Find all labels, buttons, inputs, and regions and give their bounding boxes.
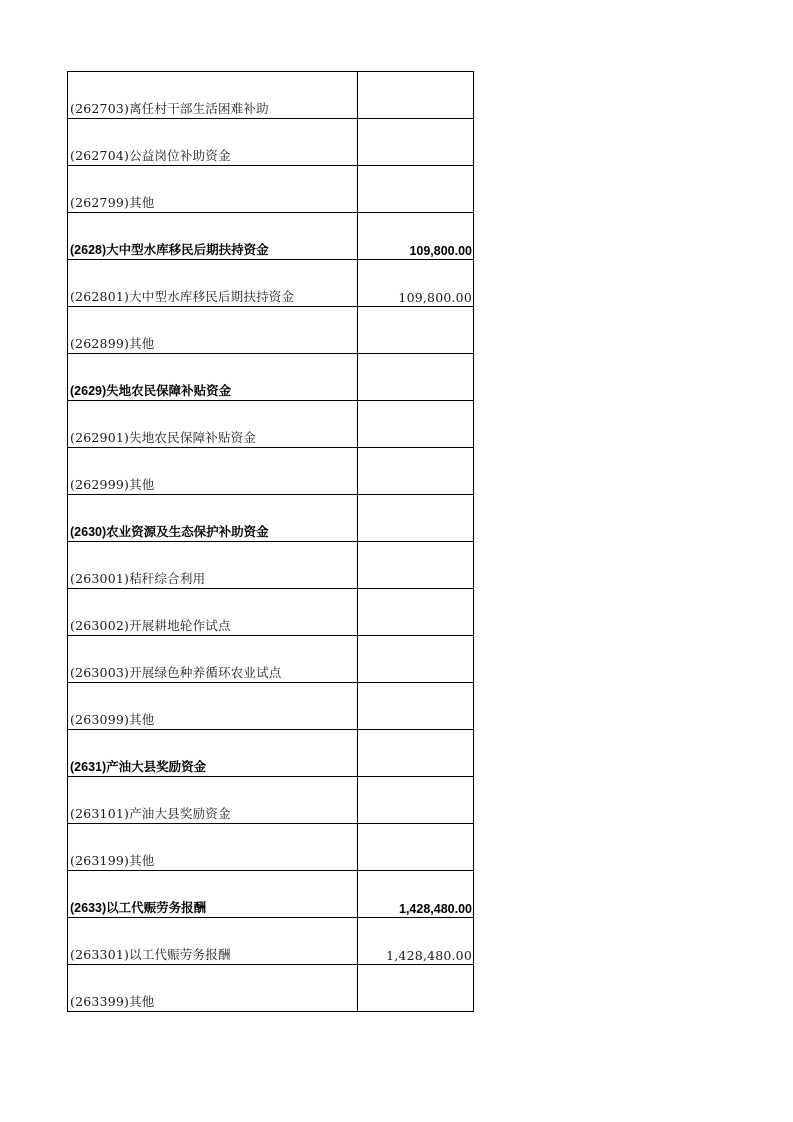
item-label-cell: (2630)农业资源及生态保护补助资金 <box>68 495 358 542</box>
item-amount-cell <box>358 354 474 401</box>
item-amount-cell: 109,800.00 <box>358 213 474 260</box>
item-amount-cell <box>358 824 474 871</box>
detail-row <box>68 166 474 213</box>
item-label-cell: (2629)失地农民保障补贴资金 <box>68 354 358 401</box>
category-row <box>68 730 474 777</box>
item-amount-cell <box>358 589 474 636</box>
item-label-cell: (262901)失地农民保障补贴资金 <box>68 401 358 448</box>
category-row <box>68 354 474 401</box>
detail-row <box>68 119 474 166</box>
item-amount-cell <box>358 683 474 730</box>
budget-table <box>67 71 474 1012</box>
item-label-cell: (263199)其他 <box>68 824 358 871</box>
item-amount-cell <box>358 730 474 777</box>
item-amount-cell <box>358 119 474 166</box>
detail-row <box>68 307 474 354</box>
item-amount-cell: 1,428,480.00 <box>358 871 474 918</box>
detail-row <box>68 777 474 824</box>
item-amount-cell <box>358 166 474 213</box>
detail-row <box>68 542 474 589</box>
category-row <box>68 213 474 260</box>
detail-row <box>68 636 474 683</box>
item-label-cell: (2628)大中型水库移民后期扶持资金 <box>68 213 358 260</box>
item-label-cell: (262999)其他 <box>68 448 358 495</box>
detail-row <box>68 824 474 871</box>
item-amount-cell <box>358 495 474 542</box>
detail-row <box>68 401 474 448</box>
category-row <box>68 495 474 542</box>
item-label-cell: (263001)秸秆综合利用 <box>68 542 358 589</box>
item-label-cell: (2631)产油大县奖励资金 <box>68 730 358 777</box>
detail-row <box>68 683 474 730</box>
item-amount-cell <box>358 401 474 448</box>
item-amount-cell: 1,428,480.00 <box>358 918 474 965</box>
item-label-cell: (263099)其他 <box>68 683 358 730</box>
item-label-cell: (262704)公益岗位补助资金 <box>68 119 358 166</box>
item-amount-cell: 109,800.00 <box>358 260 474 307</box>
detail-row <box>68 72 474 119</box>
item-label-cell: (262799)其他 <box>68 166 358 213</box>
item-label-cell: (263399)其他 <box>68 965 358 1012</box>
item-amount-cell <box>358 542 474 589</box>
detail-row <box>68 918 474 965</box>
detail-row <box>68 260 474 307</box>
detail-row <box>68 589 474 636</box>
item-amount-cell <box>358 965 474 1012</box>
item-label-cell: (263301)以工代赈劳务报酬 <box>68 918 358 965</box>
budget-table-body <box>68 72 474 1012</box>
item-amount-cell <box>358 307 474 354</box>
item-label-cell: (263101)产油大县奖励资金 <box>68 777 358 824</box>
item-label-cell: (262801)大中型水库移民后期扶持资金 <box>68 260 358 307</box>
detail-row <box>68 965 474 1012</box>
item-amount-cell <box>358 777 474 824</box>
category-row <box>68 871 474 918</box>
item-label-cell: (262703)离任村干部生活困难补助 <box>68 72 358 119</box>
item-label-cell: (2633)以工代赈劳务报酬 <box>68 871 358 918</box>
item-amount-cell <box>358 72 474 119</box>
item-amount-cell <box>358 448 474 495</box>
item-label-cell: (263003)开展绿色种养循环农业试点 <box>68 636 358 683</box>
detail-row <box>68 448 474 495</box>
item-label-cell: (263002)开展耕地轮作试点 <box>68 589 358 636</box>
item-label-cell: (262899)其他 <box>68 307 358 354</box>
item-amount-cell <box>358 636 474 683</box>
